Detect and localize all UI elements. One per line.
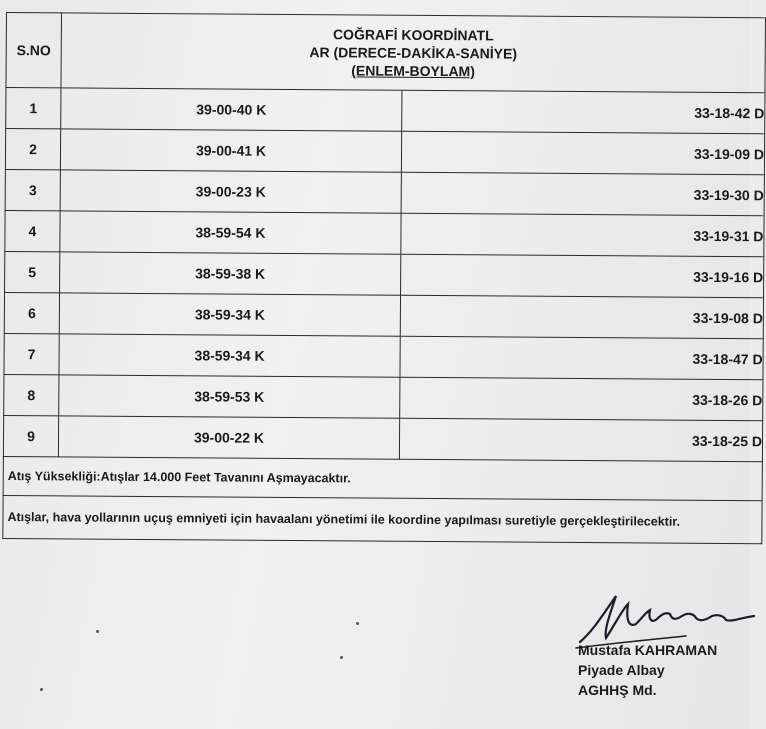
coordinates-header-line2: AR (DERECE-DAKİKA-SANİYE)	[309, 44, 518, 62]
coordinates-header	[61, 13, 766, 93]
altitude-note-row	[3, 456, 762, 500]
table-row	[4, 333, 763, 379]
longitude-cell: 33-19-09 D	[401, 131, 764, 175]
table-row	[5, 251, 764, 297]
table-row	[5, 129, 764, 175]
table-row	[5, 169, 764, 215]
table-row	[4, 292, 763, 338]
signer-title: AGHHŞ Md.	[578, 682, 657, 698]
longitude-cell: 33-19-16 D	[401, 254, 764, 298]
table-row	[5, 210, 764, 256]
table-row	[6, 88, 765, 134]
latitude-cell: 39-00-41 K	[60, 129, 401, 172]
longitude-cell: 33-19-30 D	[401, 172, 764, 216]
longitude-cell: 33-19-08 D	[400, 295, 763, 339]
table-header-row	[6, 13, 766, 93]
row-number: 2	[5, 129, 60, 170]
row-number: 1	[6, 88, 61, 129]
coordinates-table	[2, 12, 766, 544]
longitude-cell: 33-18-25 D	[399, 418, 762, 462]
signer-name: Mustafa KAHRAMAN	[578, 642, 718, 658]
latitude-cell: 38-59-34 K	[59, 293, 400, 336]
signer-rank: Piyade Albay	[578, 662, 665, 678]
longitude-cell: 33-18-42 D	[402, 90, 765, 134]
row-number: 8	[4, 374, 59, 415]
table-row	[3, 415, 762, 461]
row-number: 9	[3, 415, 58, 456]
longitude-cell: 33-18-47 D	[400, 336, 763, 380]
altitude-note: Atış Yüksekliği:Atışlar 14.000 Feet Tavanını Aşmayacaktır.	[3, 456, 762, 500]
row-number: 6	[4, 292, 59, 333]
longitude-cell: 33-19-31 D	[401, 213, 764, 257]
sno-header: S.NO	[6, 13, 62, 88]
coordinates-header-line1: COĞRAFİ KOORDİNATL	[332, 26, 494, 44]
row-number: 7	[4, 333, 59, 374]
paper-speck	[340, 656, 343, 659]
paper-speck	[40, 688, 43, 691]
row-number: 3	[5, 169, 60, 210]
coordination-note: Atışlar, hava yollarının uçuş emniyeti için havaalanı yönetimi ile koordine yapılması suretiyle gerçekleştirilecektir.	[3, 495, 762, 543]
table-row	[4, 374, 763, 420]
latitude-cell: 38-59-34 K	[59, 334, 400, 377]
latitude-cell: 39-00-40 K	[61, 88, 402, 131]
latitude-cell: 39-00-22 K	[58, 416, 399, 459]
latitude-cell: 38-59-54 K	[60, 211, 401, 254]
latitude-cell: 38-59-38 K	[60, 252, 401, 295]
latitude-cell: 38-59-53 K	[59, 375, 400, 418]
row-number: 4	[5, 210, 60, 251]
paper-speck	[96, 630, 99, 633]
paper-speck	[356, 622, 359, 625]
signer-block	[578, 640, 717, 700]
row-number: 5	[5, 251, 60, 292]
longitude-cell: 33-18-26 D	[400, 377, 763, 421]
coordination-note-row	[3, 495, 762, 543]
latitude-cell: 39-00-23 K	[60, 170, 401, 213]
coordinates-header-line3: (ENLEM-BOYLAM)	[351, 62, 475, 80]
